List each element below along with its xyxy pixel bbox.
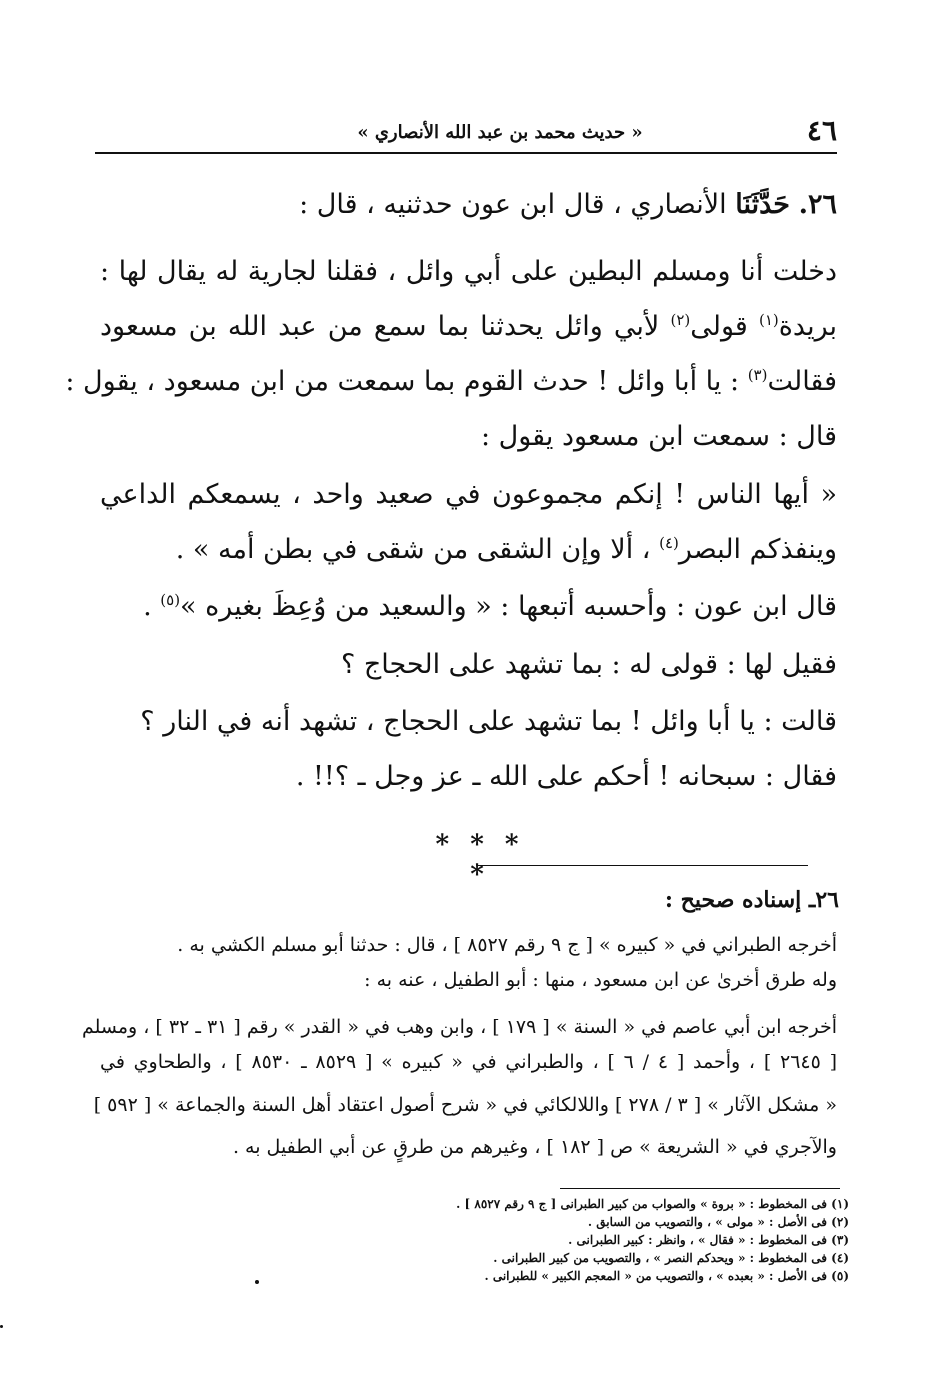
- scan-speck: [0, 1325, 3, 1328]
- footnote-marker: (٤): [659, 534, 679, 552]
- takhrij-line: [ ٢٦٤٥ ] ، وأحمد [ ٤ / ٦ ] ، والطبراني في « كبيره » [ ٨٥٢٩ ـ ٨٥٣٠ ] ، والطحاوي في: [100, 1051, 838, 1073]
- footnote-marker: (٢): [670, 311, 691, 329]
- hadith-line: قال : سمعت ابن مسعود يقول :: [480, 421, 837, 452]
- takhrij-line: وله طرق أخرىٰ عن ابن مسعود ، منها : أبو الطفيل ، عنه به :: [364, 969, 837, 991]
- footnote: (٣) فى المخطوط : « فقال » ، وانظر : كبير الطبرانى .: [568, 1233, 849, 1247]
- hadith-line: [143, 587, 837, 627]
- separator-line: [478, 865, 808, 866]
- footnote: (٤) فى المخطوط : « ويحدكم النصر » ، والتصويب من كبير الطبرانى .: [493, 1251, 849, 1265]
- hadith-line: [176, 530, 837, 570]
- takhrij-line: والآجري في « الشريعة » ص [ ١٨٢ ] ، وغيرهم من طرقٍ عن أبي الطفيل به .: [232, 1136, 837, 1158]
- line-text: قولى: [690, 311, 759, 342]
- scan-speck: [255, 1280, 259, 1284]
- isnad-text: الأنصاري ، قال ابن عون حدثنيه ، قال :: [299, 189, 727, 220]
- hadith-line: فقال : سبحانه ! أحكم على الله ـ عز وجل ـ ؟!! .: [295, 761, 837, 792]
- line-text: فقالت: [767, 366, 837, 397]
- footnote-rule: [560, 1188, 840, 1189]
- footnote: (٢) فى الأصل : « مولى » ، والتصويب من السابق .: [587, 1215, 849, 1229]
- footnote: (١) فى المخطوط : « بروة » والصواب من كبير الطبرانى [ ج ٩ رقم ٨٥٢٧ ] .: [456, 1197, 849, 1211]
- running-title: « حديث محمد بن عبد الله الأنصاري »: [357, 122, 643, 143]
- takhrij-line: أخرجه الطبراني في « كبيره » [ ج ٩ رقم ٨٥٢٧ ] ، قال : حدثنا أبو مسلم الكشي به .: [177, 934, 837, 956]
- footnote-marker: (٥): [160, 591, 181, 609]
- takhrij-line: أخرجه ابن أبي عاصم في « السنة » [ ١٧٩ ] ، وابن وهب في « القدر » رقم [ ٣١ ـ ٣٢ ] ، ومسلم: [81, 1016, 837, 1038]
- section-separator-stars: * * * *: [435, 830, 525, 890]
- takhrij-line: « مشكل الآثار » [ ٣ / ٢٧٨ ] واللالكائي في « شرح أصول اعتقاد أهل السنة والجماعة » [ ٥٩٢ ]: [93, 1094, 837, 1116]
- page-header: [95, 112, 837, 154]
- line-text: : يا أبا وائل ! حدث القوم بما سمعت من ابن مسعود ، يقول :: [65, 366, 748, 397]
- footnote: (٥) فى الأصل : « بعبده » ، والتصويب من « المعجم الكبير » للطبرانى .: [484, 1269, 849, 1283]
- line-text: بريدة: [778, 311, 838, 342]
- hadith-line: قالت : يا أبا وائل ! بما تشهد على الحجاج ، تشهد أنه في النار ؟: [140, 706, 837, 737]
- page-number: ٤٦: [806, 114, 837, 147]
- hadith-line: « أيها الناس ! إنكم مجموعون في صعيد واحد ، يسمعكم الداعي: [100, 479, 837, 510]
- hadith-line: دخلت أنا ومسلم البطين على أبي وائل ، فقلنا لجارية له يقال لها :: [100, 256, 837, 287]
- line-text: .: [143, 591, 161, 622]
- line-text: لأبي وائل يحدثنا بما سمع من عبد الله بن مسعود: [100, 311, 671, 342]
- isnad-word: حَدَّثَنَا: [735, 189, 790, 220]
- hadith-line: فقيل لها : قولى له : بما تشهد على الحجاج ؟: [340, 649, 837, 680]
- footnote-marker: (١): [758, 311, 779, 329]
- takhrij-title: ٢٦ـ إسناده صحيح :: [664, 887, 839, 913]
- line-text: قال ابن عون : وأحسبه أتبعها : « والسعيد من وُعِظَ بغيره »: [180, 591, 837, 622]
- footnote-marker: (٣): [747, 366, 768, 384]
- hadith-isnad: [299, 185, 837, 225]
- hadith-line: [65, 362, 837, 402]
- line-text: وينفذكم البصر: [678, 534, 837, 565]
- line-text: ، ألا وإن الشقى من شقى في بطن أمه » .: [175, 534, 660, 565]
- hadith-number: ٢٦.: [798, 189, 837, 220]
- hadith-line: [100, 307, 837, 347]
